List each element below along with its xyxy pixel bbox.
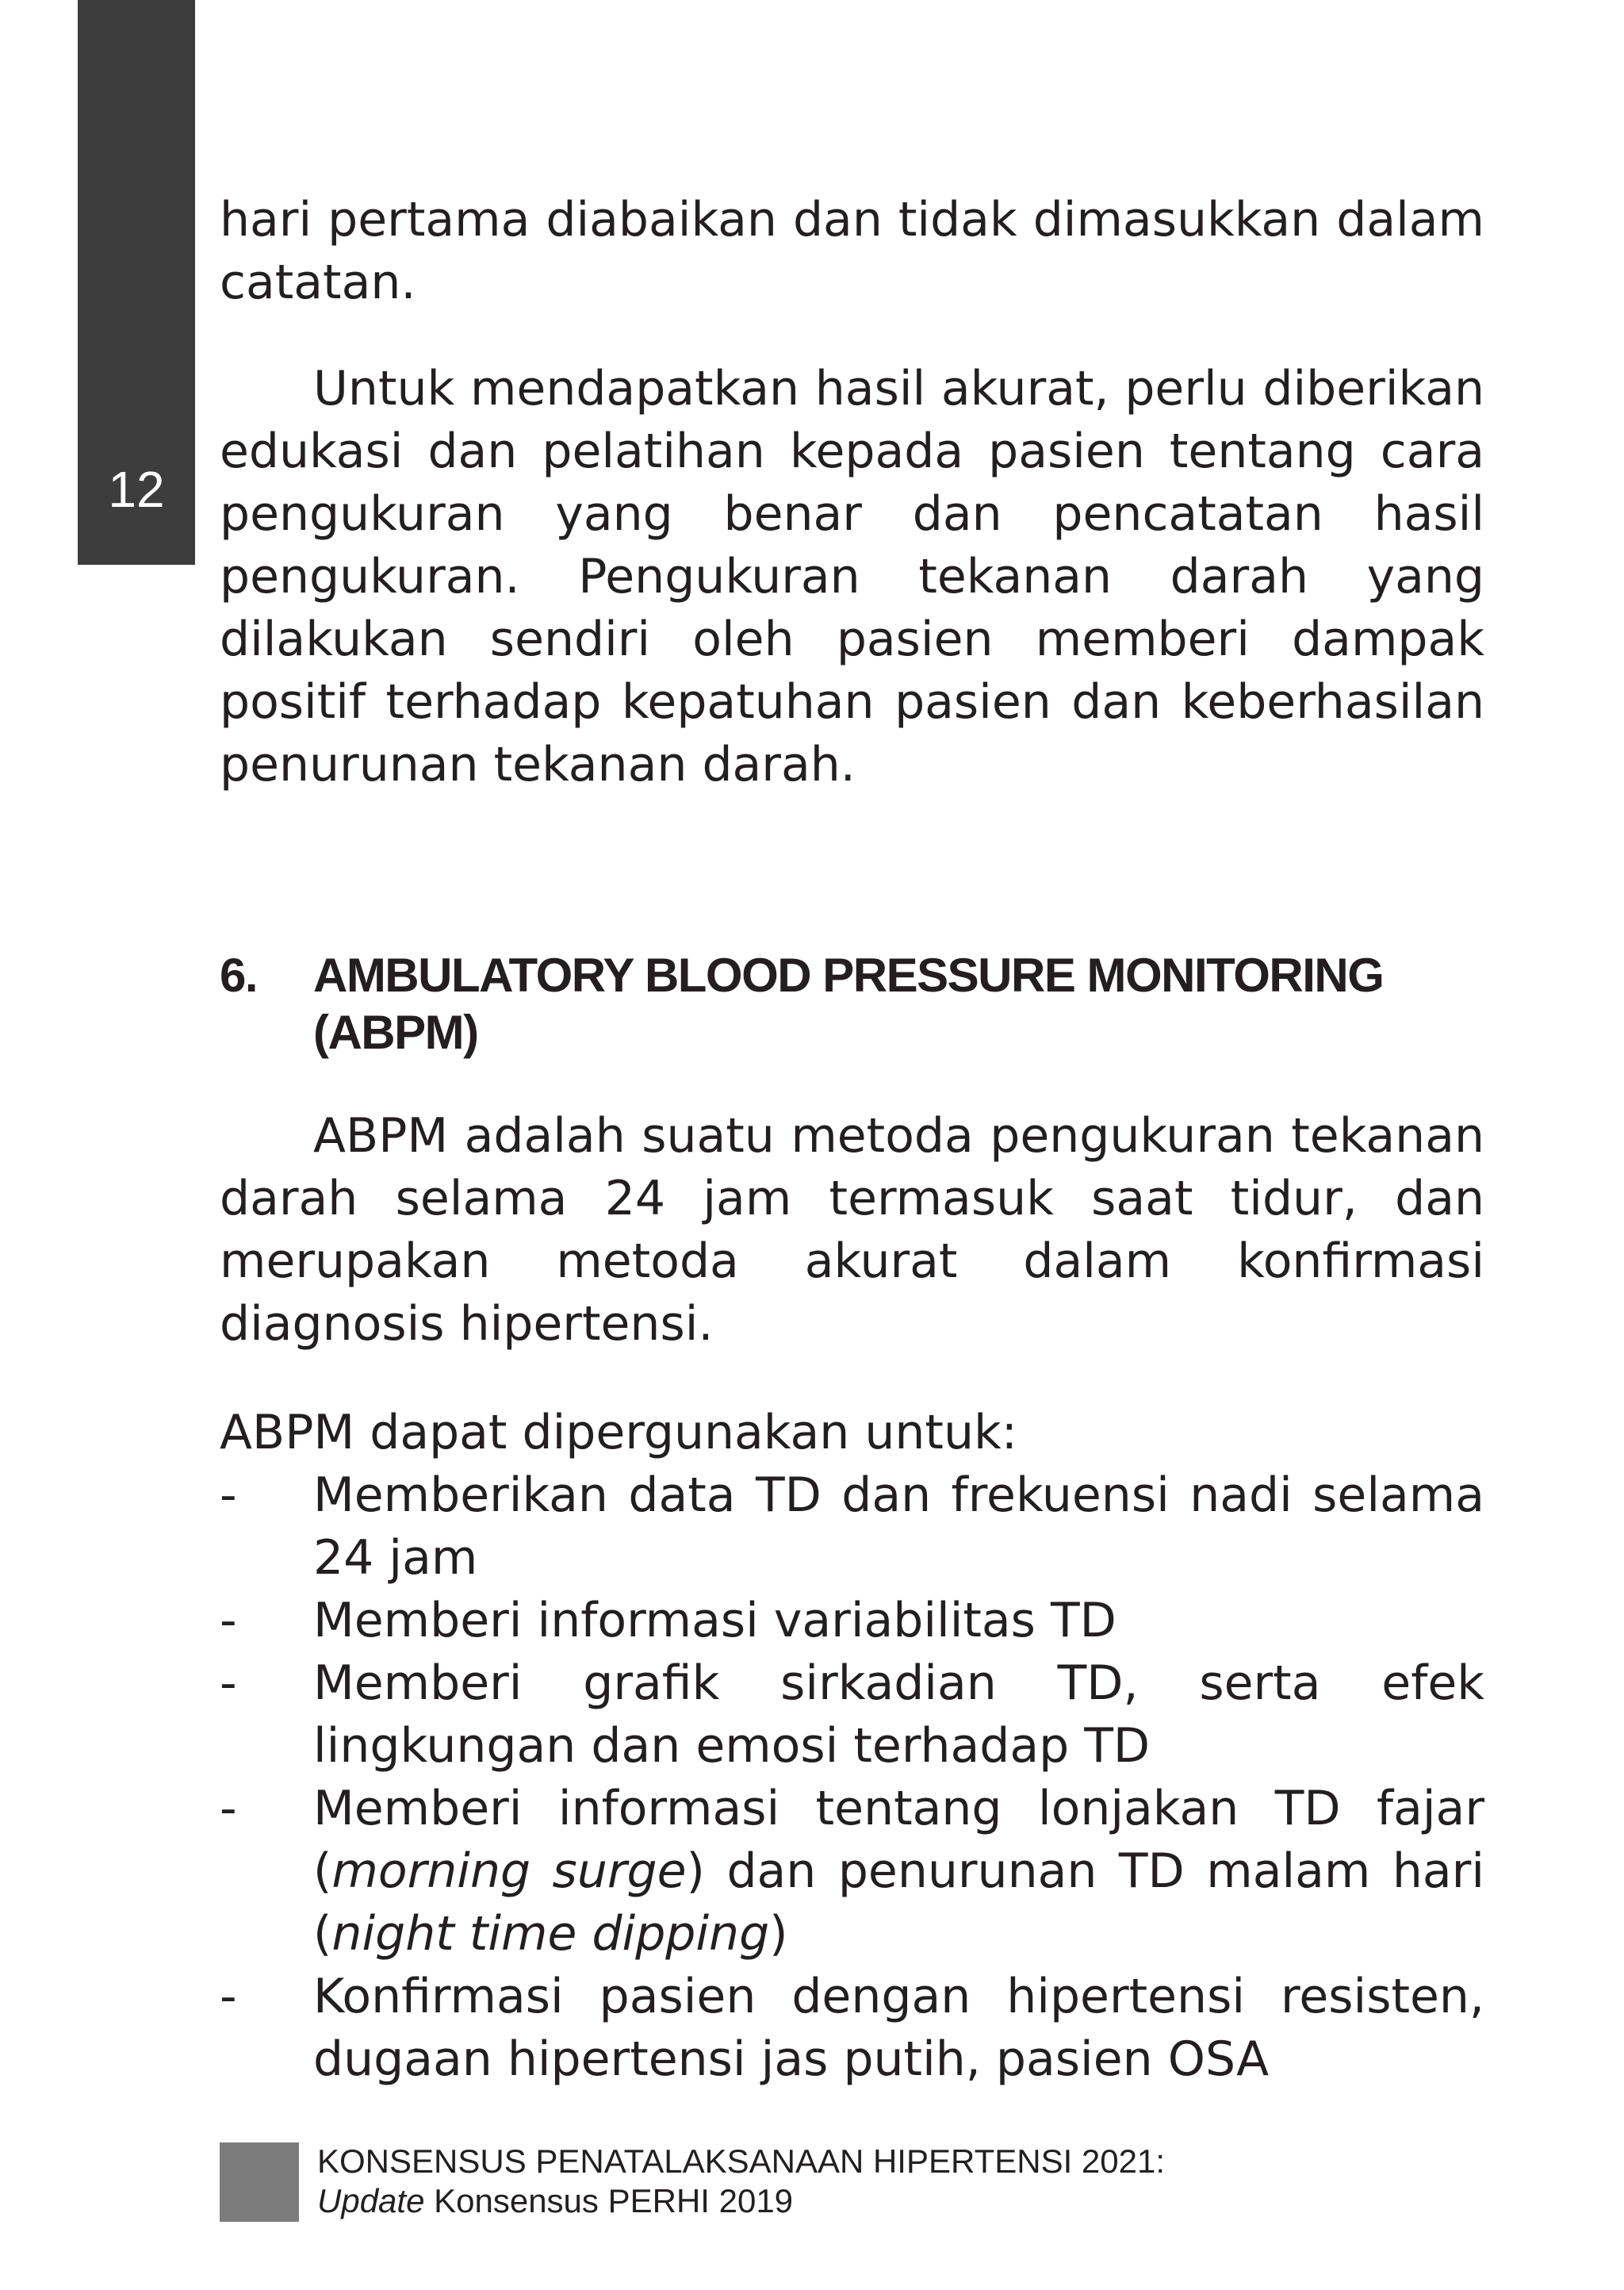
paragraph-continuation: hari pertama diabaikan dan tidak dimasukkan dalam catatan. [220,192,1484,310]
footer-square [220,2142,299,2222]
section-number: 6. [220,949,258,1002]
section-title: AMBULATORY BLOOD PRESSURE MONITORING (ABPM) [313,949,1384,1059]
page-content [220,189,1484,2091]
list-item: - Memberi informasi variabilitas TD [220,1590,1484,1652]
list-item: - Konfirmasi pasien dengan hipertensi resisten, dugaan hipertensi jas putih, pasien OSA [220,1966,1484,2091]
term-night-time-dipping: night time dipping [331,1906,770,1962]
footer-subtitle: Update Konsensus PERHI 2019 [317,2182,794,2219]
abpm-uses-list [220,1464,1484,2091]
running-footer [317,2142,1165,2221]
list-dash: - [220,1467,237,1523]
paragraph-education: Untuk mendapatkan hasil akurat, perlu diberikan edukasi dan pelatihan kepada pasien tentang cara pengukuran yang benar dan pencatatan hasil pengukuran. Pengukuran tekanan darah yang dilakukan sendiri oleh pasien memberi dampak positif terhadap kepatuhan pasien dan keberhasilan penurunan tekanan darah. [220,361,1484,792]
list-dash: - [220,1781,237,1836]
list-dash: - [220,1593,237,1648]
list-dash: - [220,1655,237,1711]
section-heading [220,947,1484,1061]
abpm-definition: ABPM adalah suatu metoda pengukuran tekanan darah selama 24 jam termasuk saat tidur, dan merupakan metoda akurat dalam konfirmasi diagnosis hipertensi. [220,1108,1484,1352]
term-morning-surge: morning surge [331,1843,687,1899]
footer-title: KONSENSUS PENATALAKSANAAN HIPERTENSI 2021: [317,2142,1166,2180]
list-item: - Memberi informasi tentang lonjakan TD fajar (morning surge) dan penurunan TD malam hari (night time dipping) [220,1778,1484,1966]
list-intro: ABPM dapat dipergunakan untuk: [220,1405,1017,1460]
list-item: - Memberikan data TD dan frekuensi nadi selama 24 jam [220,1464,1484,1590]
page-number: 12 [108,461,165,518]
list-item: - Memberi grafik sirkadian TD, serta efek lingkungan dan emosi terhadap TD [220,1652,1484,1778]
list-dash: - [220,1969,237,2024]
